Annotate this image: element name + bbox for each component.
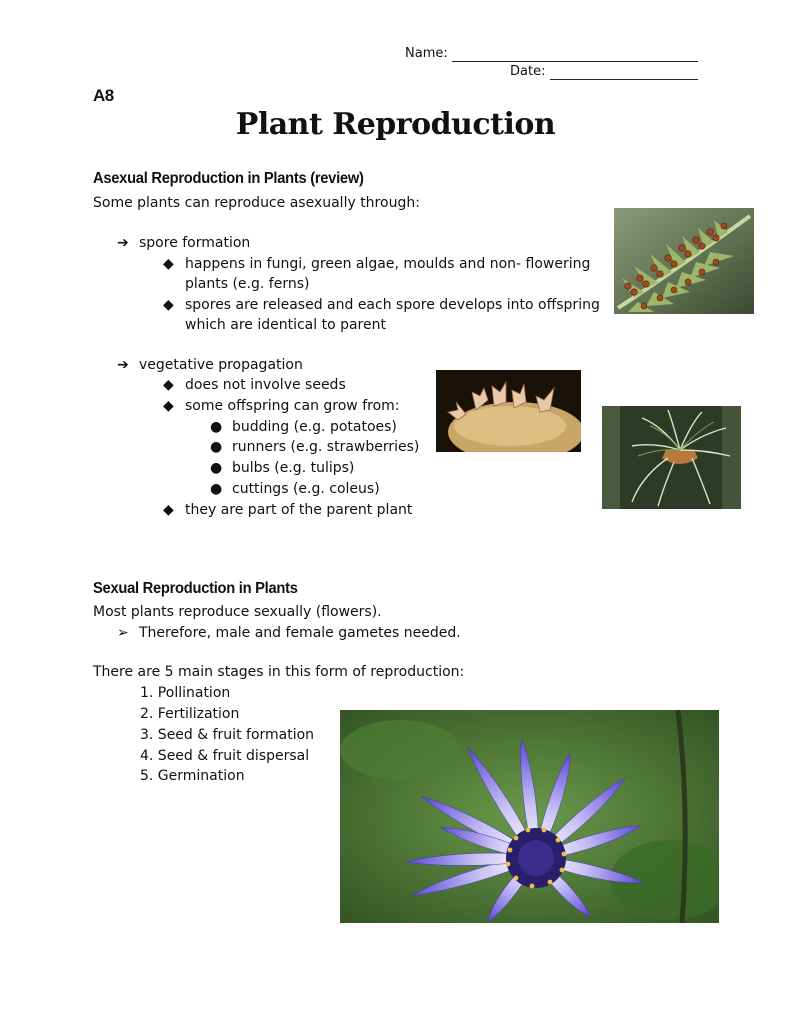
diamond-icon: ◆ xyxy=(163,377,174,393)
diamond-icon: ◆ xyxy=(163,398,174,414)
sub-item-cuttings xyxy=(210,479,380,499)
arrowhead-icon: ➢ xyxy=(117,625,129,641)
sub-item-text: bulbs (e.g. tulips) xyxy=(232,460,355,476)
vegetative-point-1-text: does not involve seeds xyxy=(185,377,346,393)
diamond-icon: ◆ xyxy=(163,297,174,313)
vegetative-point-1 xyxy=(163,375,346,395)
spore-point-2-line-2: which are identical to parent xyxy=(185,317,386,333)
vegetative-point-2-text: some offspring can grow from: xyxy=(185,398,400,414)
spore-point-1 xyxy=(163,254,590,274)
spore-point-1-line-1: happens in fungi, green algae, moulds and non- flowering xyxy=(185,256,591,272)
vegetative-point-2 xyxy=(163,396,400,416)
asexual-heading: Asexual Reproduction in Plants (review) xyxy=(93,170,364,187)
stage-item: 5. Germination xyxy=(140,768,245,784)
spore-point-1-line-2: plants (e.g. ferns) xyxy=(185,276,310,292)
flower-photo xyxy=(340,710,719,923)
name-label: Name: xyxy=(405,46,448,61)
spider-plant-photo xyxy=(602,406,741,509)
vegetative-point-3 xyxy=(163,500,412,520)
fern-photo xyxy=(614,208,754,314)
arrow-right-icon: ➔ xyxy=(117,357,129,373)
sub-item-budding xyxy=(210,417,397,437)
stage-item: 2. Fertilization xyxy=(140,706,240,722)
spore-point-2-line-1: spores are released and each spore develops into offspring xyxy=(185,297,600,313)
sub-item-bulbs xyxy=(210,458,354,478)
date-label: Date: xyxy=(510,64,546,79)
bullet-dot-icon: ● xyxy=(210,481,223,497)
sub-item-text: runners (e.g. strawberries) xyxy=(232,439,420,455)
vegetative-item xyxy=(117,355,303,375)
potato-photo xyxy=(436,370,581,452)
sexual-intro: Most plants reproduce sexually (flowers). xyxy=(93,604,382,620)
sub-item-runners xyxy=(210,437,419,457)
vegetative-point-3-text: they are part of the parent plant xyxy=(185,502,413,518)
bullet-dot-icon: ● xyxy=(210,439,223,455)
arrow-right-icon: ➔ xyxy=(117,235,129,251)
spore-item xyxy=(117,233,250,253)
spore-label: spore formation xyxy=(139,235,251,251)
sub-item-text: cuttings (e.g. coleus) xyxy=(232,481,380,497)
diamond-icon: ◆ xyxy=(163,256,174,272)
stage-item: 4. Seed & fruit dispersal xyxy=(140,748,310,764)
page-title: Plant Reproduction xyxy=(235,107,556,142)
stage-item: 3. Seed & fruit formation xyxy=(140,727,315,743)
name-field[interactable] xyxy=(452,61,698,62)
date-field[interactable] xyxy=(550,79,698,80)
lesson-code: A8 xyxy=(93,86,114,105)
sexual-heading: Sexual Reproduction in Plants xyxy=(93,580,298,597)
stage-item: 1. Pollination xyxy=(140,685,231,701)
diamond-icon: ◆ xyxy=(163,502,174,518)
sub-item-text: budding (e.g. potatoes) xyxy=(232,419,397,435)
sexual-point-text: Therefore, male and female gametes needed. xyxy=(139,625,461,641)
asexual-intro: Some plants can reproduce asexually through: xyxy=(93,195,420,211)
bullet-dot-icon: ● xyxy=(210,419,223,435)
bullet-dot-icon: ● xyxy=(210,460,223,476)
spore-point-2 xyxy=(163,295,600,315)
stages-intro: There are 5 main stages in this form of reproduction: xyxy=(93,664,465,680)
vegetative-label: vegetative propagation xyxy=(139,357,303,373)
sexual-point xyxy=(117,623,461,643)
